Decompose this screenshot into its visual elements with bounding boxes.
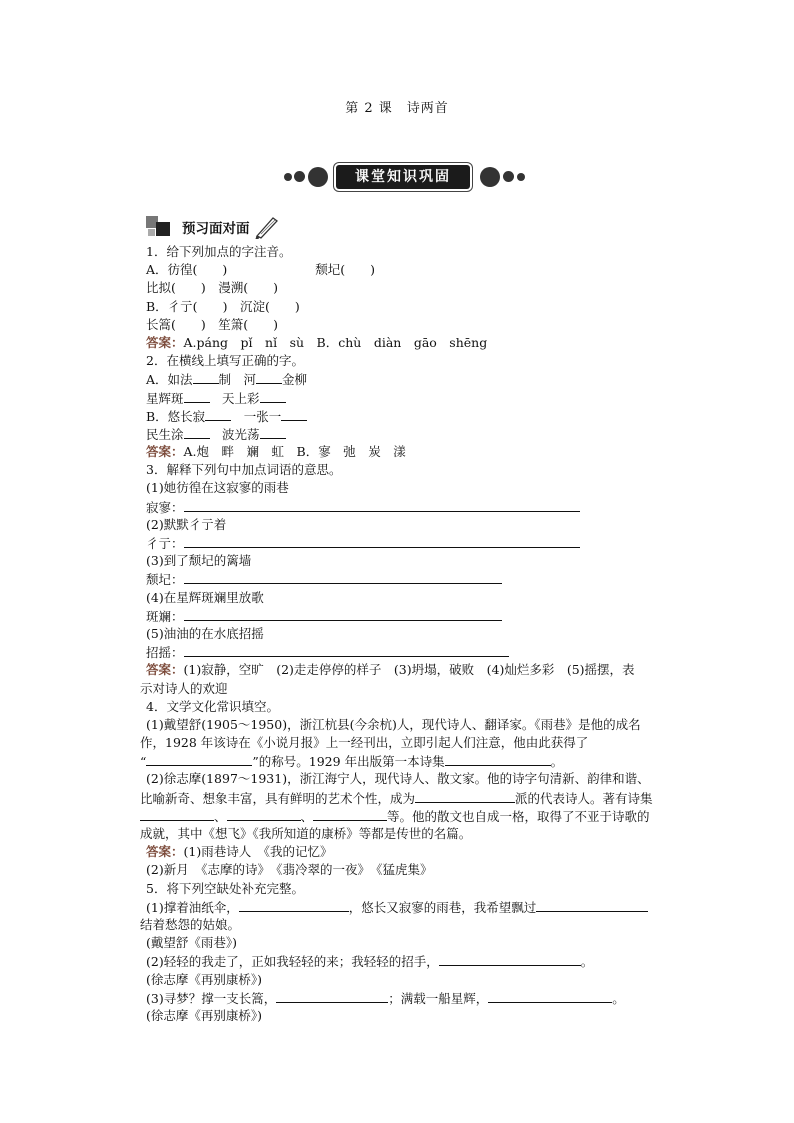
blank bbox=[184, 534, 580, 548]
question-line bbox=[146, 370, 678, 388]
question-line: B．彳亍( ) 沉淀( ) bbox=[146, 298, 300, 314]
blank bbox=[227, 807, 301, 821]
item-text: 波光荡 bbox=[209, 426, 260, 442]
banner-dot-icon bbox=[480, 167, 500, 187]
answer-line bbox=[146, 661, 678, 679]
item-text: “ bbox=[140, 754, 147, 770]
item-text: (2)轻轻的我走了，正如我轻轻的来；我轻轻的招手， bbox=[146, 954, 439, 970]
item-text: 斑斓： bbox=[146, 608, 184, 624]
page-title: 第 2 课 诗两首 bbox=[345, 101, 449, 116]
source-citation: (徐志摩《再别康桥》) bbox=[146, 971, 263, 987]
blank bbox=[313, 807, 387, 821]
section-label: 预习面对面 bbox=[182, 221, 250, 237]
question-line: 作，1928 年该诗在《小说月报》上一经刊出，立即引起人们注意，他由此获得了 bbox=[140, 735, 589, 751]
question-line bbox=[146, 643, 678, 661]
answer-text: (1)寂静，空旷 (2)走走停停的样子 (3)坍塌，破败 (4)灿烂多彩 (5)摇摆，表 bbox=[183, 662, 635, 678]
question-line bbox=[140, 789, 678, 807]
item-text: ，悠长又寂寥的雨巷，我希望飘过 bbox=[348, 899, 537, 915]
item-text: 民生涂 bbox=[146, 426, 184, 442]
item-text: A．彷徨( ) bbox=[146, 262, 228, 278]
answer-label: 答案： bbox=[146, 662, 184, 678]
blank bbox=[184, 607, 502, 621]
item-text: 、 bbox=[214, 808, 227, 824]
answer-line: (2)新月 《志摩的诗》 《翡冷翠的一夜》 《猛虎集》 bbox=[146, 862, 433, 878]
question-line: (5)油油的在水底招摇 bbox=[146, 625, 264, 641]
question-line: (2)默默彳亍着 bbox=[146, 516, 227, 532]
question-line bbox=[146, 407, 678, 425]
blank bbox=[146, 752, 252, 766]
blank bbox=[488, 989, 612, 1003]
item-text: 招摇： bbox=[146, 645, 184, 661]
question-line: (1)戴望舒(1905～1950)，浙江杭县(今余杭)人，现代诗人、翻译家。《雨巷》是他的成名 bbox=[146, 716, 641, 732]
question-line: 比拟( ) 漫溯( ) bbox=[146, 280, 279, 296]
question-stem: 2．在横线上填写正确的字。 bbox=[146, 353, 304, 369]
item-text: ”的称号。1929 年出版第一本诗集 bbox=[252, 754, 445, 770]
question-line: (2)徐志摩(1897～1931)，浙江海宁人，现代诗人、散文家。他的诗字句清新、韵律和谐、 bbox=[146, 771, 650, 787]
item-text: 。 bbox=[612, 990, 625, 1006]
answer-text: (1)雨巷诗人 《我的记忆》 bbox=[183, 844, 333, 860]
blank bbox=[239, 898, 349, 912]
banner-dot-icon bbox=[503, 171, 514, 182]
answer-label: 答案： bbox=[146, 334, 184, 350]
item-text: B．悠长寂 bbox=[146, 408, 206, 424]
blank bbox=[439, 952, 581, 966]
blank bbox=[140, 807, 214, 821]
question-line bbox=[146, 570, 678, 588]
question-line bbox=[146, 498, 678, 516]
item-text: 。 bbox=[580, 954, 594, 970]
blank bbox=[260, 389, 286, 403]
source-citation: (戴望舒《雨巷》) bbox=[146, 935, 238, 951]
blank bbox=[256, 370, 282, 384]
item-text: 金柳 bbox=[282, 372, 308, 388]
question-line bbox=[146, 389, 678, 407]
question-line: (1)她彷徨在这寂寥的雨巷 bbox=[146, 480, 289, 496]
blank bbox=[184, 389, 210, 403]
answer-line: 示对诗人的欢迎 bbox=[140, 680, 228, 696]
answer-line bbox=[146, 443, 678, 461]
section-banner bbox=[280, 162, 530, 192]
question-line bbox=[146, 952, 678, 970]
blank bbox=[281, 407, 307, 421]
question-line bbox=[146, 898, 678, 916]
answer-line bbox=[146, 334, 678, 352]
section-heading bbox=[146, 214, 280, 240]
blank bbox=[415, 789, 515, 803]
item-text: A．如法 bbox=[146, 372, 193, 388]
question-stem: 4．文学文化常识填空。 bbox=[146, 698, 279, 714]
question-line bbox=[146, 607, 678, 625]
pen-icon bbox=[254, 215, 280, 239]
question-line: (4)在星辉斑斓里放歌 bbox=[146, 589, 264, 605]
answer-text: A.炮 畔 斓 虹 B．寥 弛 炭 漾 bbox=[183, 444, 406, 460]
answer-text: A.páng pǐ nǐ sù B．chù diàn gāo shēng bbox=[183, 334, 488, 350]
question-line: 长篙( ) 笙箫( ) bbox=[146, 316, 279, 332]
item-text: 颓圮( ) bbox=[315, 262, 376, 278]
item-text: 等。他的散文也自成一格，取得了不亚于诗歌的 bbox=[387, 808, 650, 824]
item-text: 比喻新奇、想象丰富，具有鲜明的艺术个性，成为 bbox=[140, 790, 416, 806]
item-text: 彳亍： bbox=[146, 536, 184, 551]
item-text: 制 河 bbox=[218, 372, 257, 388]
question-line bbox=[146, 425, 678, 443]
blank bbox=[276, 989, 388, 1003]
item-text: (1)撑着油纸伞， bbox=[146, 899, 239, 915]
item-text: ；满载一船星辉， bbox=[388, 990, 489, 1006]
banner-label: 课堂知识巩固 bbox=[336, 165, 470, 189]
answer-label: 答案： bbox=[146, 844, 184, 860]
blank bbox=[193, 370, 219, 384]
question-line: 结着愁怨的姑娘。 bbox=[140, 916, 241, 932]
item-text: 寂寥： bbox=[146, 499, 184, 515]
source-citation: (徐志摩《再别康桥》) bbox=[146, 1007, 263, 1023]
banner-dot-icon bbox=[308, 167, 328, 187]
question-stem: 1．给下列加点的字注音。 bbox=[146, 244, 292, 259]
squares-icon bbox=[146, 216, 172, 238]
blank bbox=[260, 425, 286, 439]
question-line bbox=[140, 752, 678, 770]
banner-dot-icon bbox=[517, 173, 525, 181]
blank bbox=[184, 425, 210, 439]
banner-dot-icon bbox=[294, 171, 305, 182]
blank bbox=[184, 570, 502, 584]
question-line bbox=[146, 989, 678, 1007]
question-line bbox=[146, 534, 678, 552]
item-text: 一张一 bbox=[231, 408, 282, 424]
blank bbox=[536, 898, 648, 912]
question-line bbox=[140, 807, 678, 825]
item-text: 、 bbox=[300, 808, 314, 824]
blank bbox=[184, 643, 509, 657]
question-line: (3)到了颓圮的篱墙 bbox=[146, 553, 252, 569]
blank bbox=[445, 752, 551, 766]
item-text: 天上彩 bbox=[209, 390, 260, 406]
answer-label: 答案： bbox=[146, 444, 184, 460]
blank bbox=[184, 498, 580, 512]
item-text: (3)寻梦？撑一支长篙， bbox=[146, 990, 277, 1006]
question-line: 成就，其中《想飞》《我所知道的康桥》等都是传世的名篇。 bbox=[140, 826, 472, 841]
answer-line bbox=[146, 843, 678, 861]
item-text: 颓圮： bbox=[146, 572, 184, 588]
item-text: 。 bbox=[550, 754, 564, 770]
question-stem: 3．解释下列句中加点词语的意思。 bbox=[146, 462, 342, 478]
banner-dot-icon bbox=[284, 173, 292, 181]
question-stem: 5．将下列空缺处补充完整。 bbox=[146, 880, 304, 896]
item-text: 星辉斑 bbox=[146, 390, 184, 406]
blank bbox=[205, 407, 231, 421]
exercise-content bbox=[140, 243, 678, 1025]
item-text: 派的代表诗人。著有诗集 bbox=[515, 790, 653, 806]
question-line bbox=[146, 261, 678, 279]
